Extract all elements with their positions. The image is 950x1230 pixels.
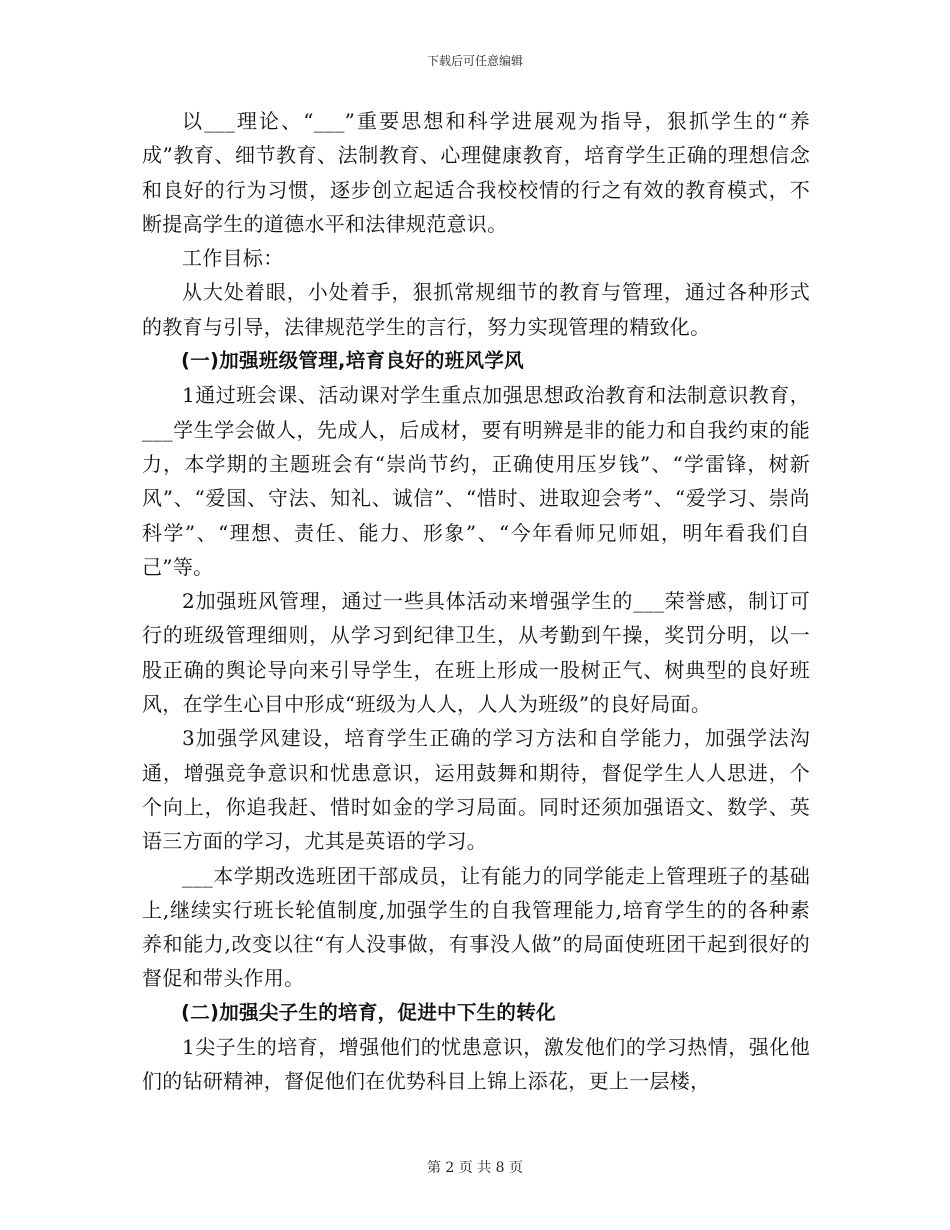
body-paragraph: 1通过班会课、活动课对学生重点加强思想政治教育和法制意识教育，___学生学会做人，先成人，后成材，要有明辨是非的能力和自我约束的能力，本学期的主题班会有“崇尚节约，正确使用压岁钱”、“学雷锋，树新风”、“爱国、守法、知礼、诚信”、“惜时、进取迎会考”、“爱学习、崇尚科学”、“理想、责任、能力、形象”、“今年看师兄师姐，明年看我们自己”等。	[142, 383, 810, 579]
page-header: 下载后可任意编辑	[426, 54, 523, 68]
page-footer: 第 2 页 共 8 页	[426, 1160, 524, 1176]
body-paragraph: 从大处着眼，小处着手，狠抓常规细节的教育与管理，通过各种形式的教育与引导，法律规范学生的言行，努力实现管理的精致化。	[142, 280, 810, 339]
body-paragraph: 以___理论、“___”重要思想和科学进展观为指导，狠抓学生的“养成”教育、细节教育、法制教育、心理健康教育，培育学生正确的理想信念和良好的行为习惯，逐步创立起适合我校校情的行之有效的教育模式，不断提高学生的道德水平和法律规范意识。	[142, 109, 810, 236]
section-heading: (一)加强班级管理,培育良好的班风学风	[181, 349, 524, 373]
body-paragraph: 1尖子生的培育，增强他们的忧患意识，激发他们的学习热情，强化他们的钻研精神，督促他们在优势科目上锦上添花，更上一层楼，	[142, 1035, 810, 1094]
body-paragraph: ___本学期改选班团干部成员，让有能力的同学能走上管理班子的基础上,继续实行班长轮值制度,加强学生的自我管理能力,培育学生的的各种素养和能力,改变以往“有人没事做，有事没人做”的局面使班团干起到很好的督促和带头作用。	[142, 863, 810, 991]
section-heading: (二)加强尖子生的培育，促进中下生的转化	[181, 1000, 556, 1024]
body-paragraph: 3加强学风建设，培育学生正确的学习方法和自学能力，加强学法沟通，增强竞争意识和忧患意识，运用鼓舞和期待，督促学生人人思进，个个向上，你追我赶、惜时如金的学习局面。同时还须加强语文、数学、英语三方面的学习，尤其是英语的学习。	[142, 726, 810, 854]
body-paragraph: 2加强班风管理，通过一些具体活动来增强学生的___荣誉感，制订可行的班级管理细则，从学习到纪律卫生，从考勤到午操，奖罚分明，以一股正确的舆论导向来引导学生，在班上形成一股树正气、树典型的良好班风，在学生心目中形成“班级为人人，人人为班级”的良好局面。	[142, 589, 810, 717]
body-paragraph: 工作目标：	[182, 246, 284, 271]
document-body	[142, 104, 810, 1099]
